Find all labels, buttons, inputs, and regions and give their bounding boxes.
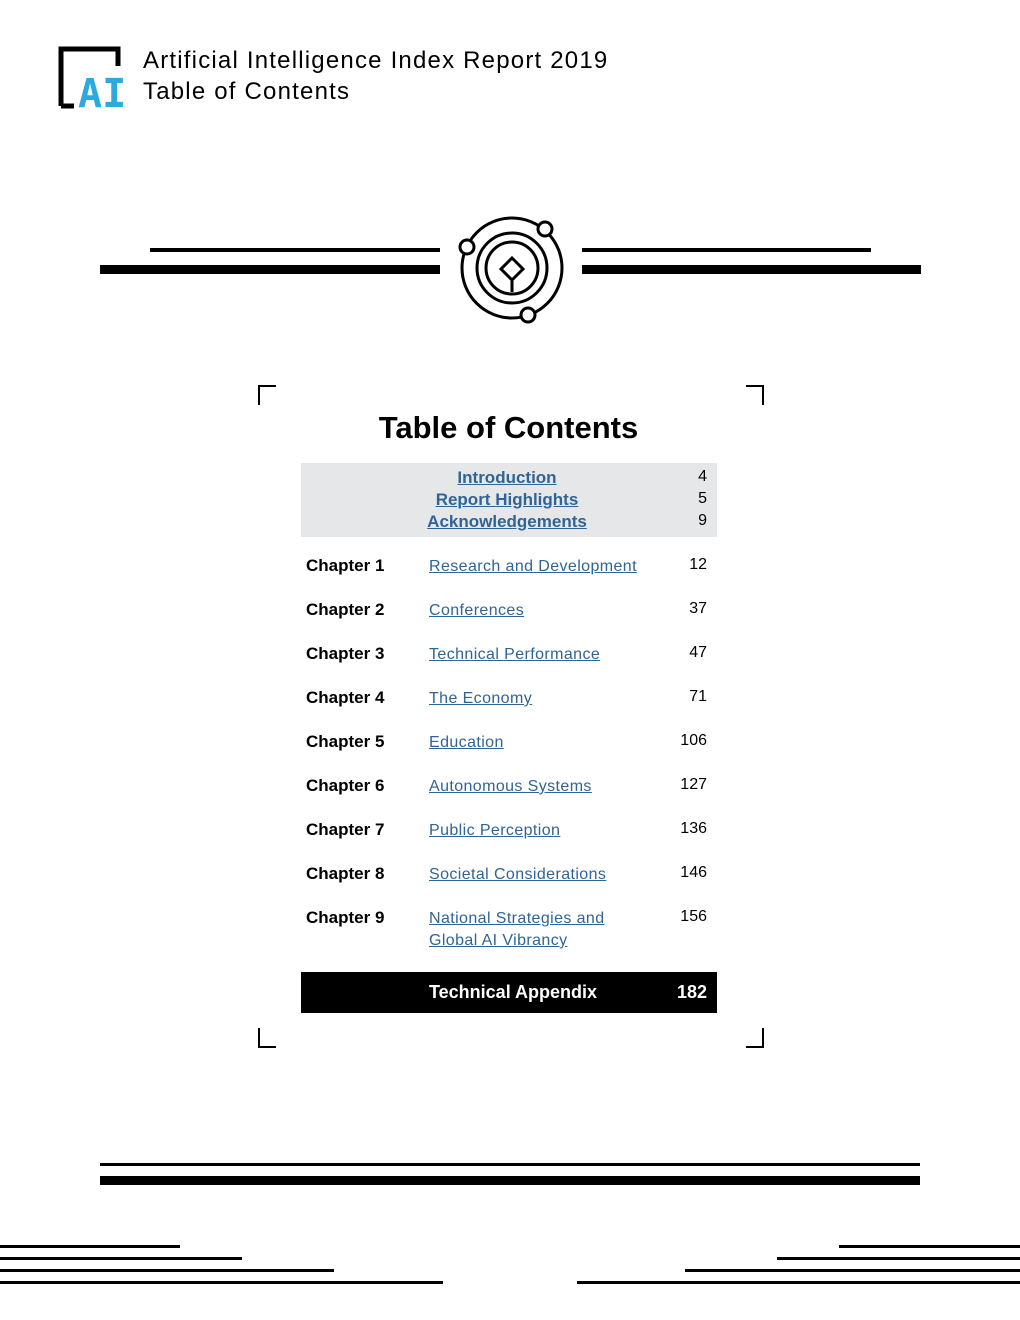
toc-entry-chapter-3	[301, 644, 717, 684]
front-matter-box	[301, 463, 717, 537]
ai-index-logo	[58, 46, 130, 110]
footer-stripe-left-1	[0, 1245, 180, 1248]
introduction-link[interactable]: Introduction	[457, 468, 557, 487]
footer-stripe-left-4	[0, 1281, 443, 1284]
chapter-page: 71	[689, 688, 707, 705]
toc-entry-chapter-5	[301, 732, 717, 772]
acknowledgements-page: 9	[698, 512, 707, 529]
top-divider-thick-right	[582, 265, 921, 274]
top-divider-thin-right	[582, 248, 871, 252]
corner-bracket-top-right	[746, 385, 764, 405]
report-title: Artificial Intelligence Index Report 2019	[143, 47, 609, 74]
chapter-page: 136	[680, 820, 707, 837]
corner-bracket-bottom-right	[746, 1028, 764, 1048]
chapter-number: Chapter 4	[306, 688, 385, 707]
toc-entry-chapter-6	[301, 776, 717, 816]
chapter-link[interactable]: Education	[429, 734, 504, 751]
chapter-link[interactable]: National Strategies and Global AI Vibrancy	[429, 910, 605, 949]
chapter-page: 106	[680, 732, 707, 749]
chapter-page: 146	[680, 864, 707, 881]
chapter-number: Chapter 8	[306, 864, 385, 883]
toc-entry-chapter-2	[301, 600, 717, 640]
bottom-divider-thin	[100, 1163, 920, 1166]
chapter-number: Chapter 6	[306, 776, 385, 795]
bottom-divider-thick	[100, 1176, 920, 1185]
toc-entry-report-highlights	[301, 490, 717, 512]
technical-appendix-label[interactable]: Technical Appendix	[429, 982, 598, 1002]
chapter-link[interactable]: Autonomous Systems	[429, 778, 592, 795]
introduction-page: 4	[698, 468, 707, 485]
corner-bracket-bottom-left	[258, 1028, 276, 1048]
toc-entry-acknowledgements	[301, 512, 717, 534]
report-highlights-page: 5	[698, 490, 707, 507]
chapter-link[interactable]: Technical Performance	[429, 646, 601, 663]
top-divider-thin-left	[150, 248, 440, 252]
toc-entry-chapter-4	[301, 688, 717, 728]
chapter-link[interactable]: The Economy	[429, 690, 533, 707]
report-highlights-link[interactable]: Report Highlights	[435, 490, 579, 509]
chapter-page: 12	[689, 556, 707, 573]
footer-stripe-right-4	[577, 1281, 1020, 1284]
top-divider-thick-left	[100, 265, 440, 274]
chapter-number: Chapter 5	[306, 732, 385, 751]
chapter-link[interactable]: Societal Considerations	[429, 866, 607, 883]
toc-entry-chapter-1	[301, 556, 717, 596]
chapter-page: 156	[680, 908, 707, 925]
footer-stripe-left-2	[0, 1257, 242, 1260]
chapter-number: Chapter 1	[306, 556, 385, 575]
chapter-number: Chapter 9	[306, 908, 385, 927]
chapter-link[interactable]: Public Perception	[429, 822, 561, 839]
toc-entry-chapter-9	[301, 908, 717, 956]
toc-entry-technical-appendix[interactable]	[301, 972, 717, 1013]
technical-appendix-page: 182	[676, 982, 707, 1002]
report-subtitle: Table of Contents	[143, 78, 351, 105]
chapter-link[interactable]: Research and Development	[429, 558, 637, 575]
toc-heading: Table of Contents	[378, 410, 639, 445]
chapter-page: 37	[689, 600, 707, 617]
toc-entry-chapter-8	[301, 864, 717, 904]
footer-stripe-right-3	[685, 1269, 1020, 1272]
chapter-page: 47	[689, 644, 707, 661]
chapter-link[interactable]: Conferences	[429, 602, 525, 619]
corner-bracket-top-left	[258, 385, 276, 405]
chapter-page: 127	[680, 776, 707, 793]
logo-text: AI	[78, 71, 127, 110]
toc-entry-chapter-7	[301, 820, 717, 860]
footer-stripe-right-2	[777, 1257, 1020, 1260]
chapter-number: Chapter 3	[306, 644, 385, 663]
orbit-emblem-icon	[456, 212, 568, 324]
chapter-number: Chapter 7	[306, 820, 385, 839]
toc-entry-introduction	[301, 468, 717, 490]
acknowledgements-link[interactable]: Acknowledgements	[427, 512, 587, 531]
chapter-number: Chapter 2	[306, 600, 385, 619]
footer-stripe-right-1	[839, 1245, 1020, 1248]
footer-stripe-left-3	[0, 1269, 334, 1272]
